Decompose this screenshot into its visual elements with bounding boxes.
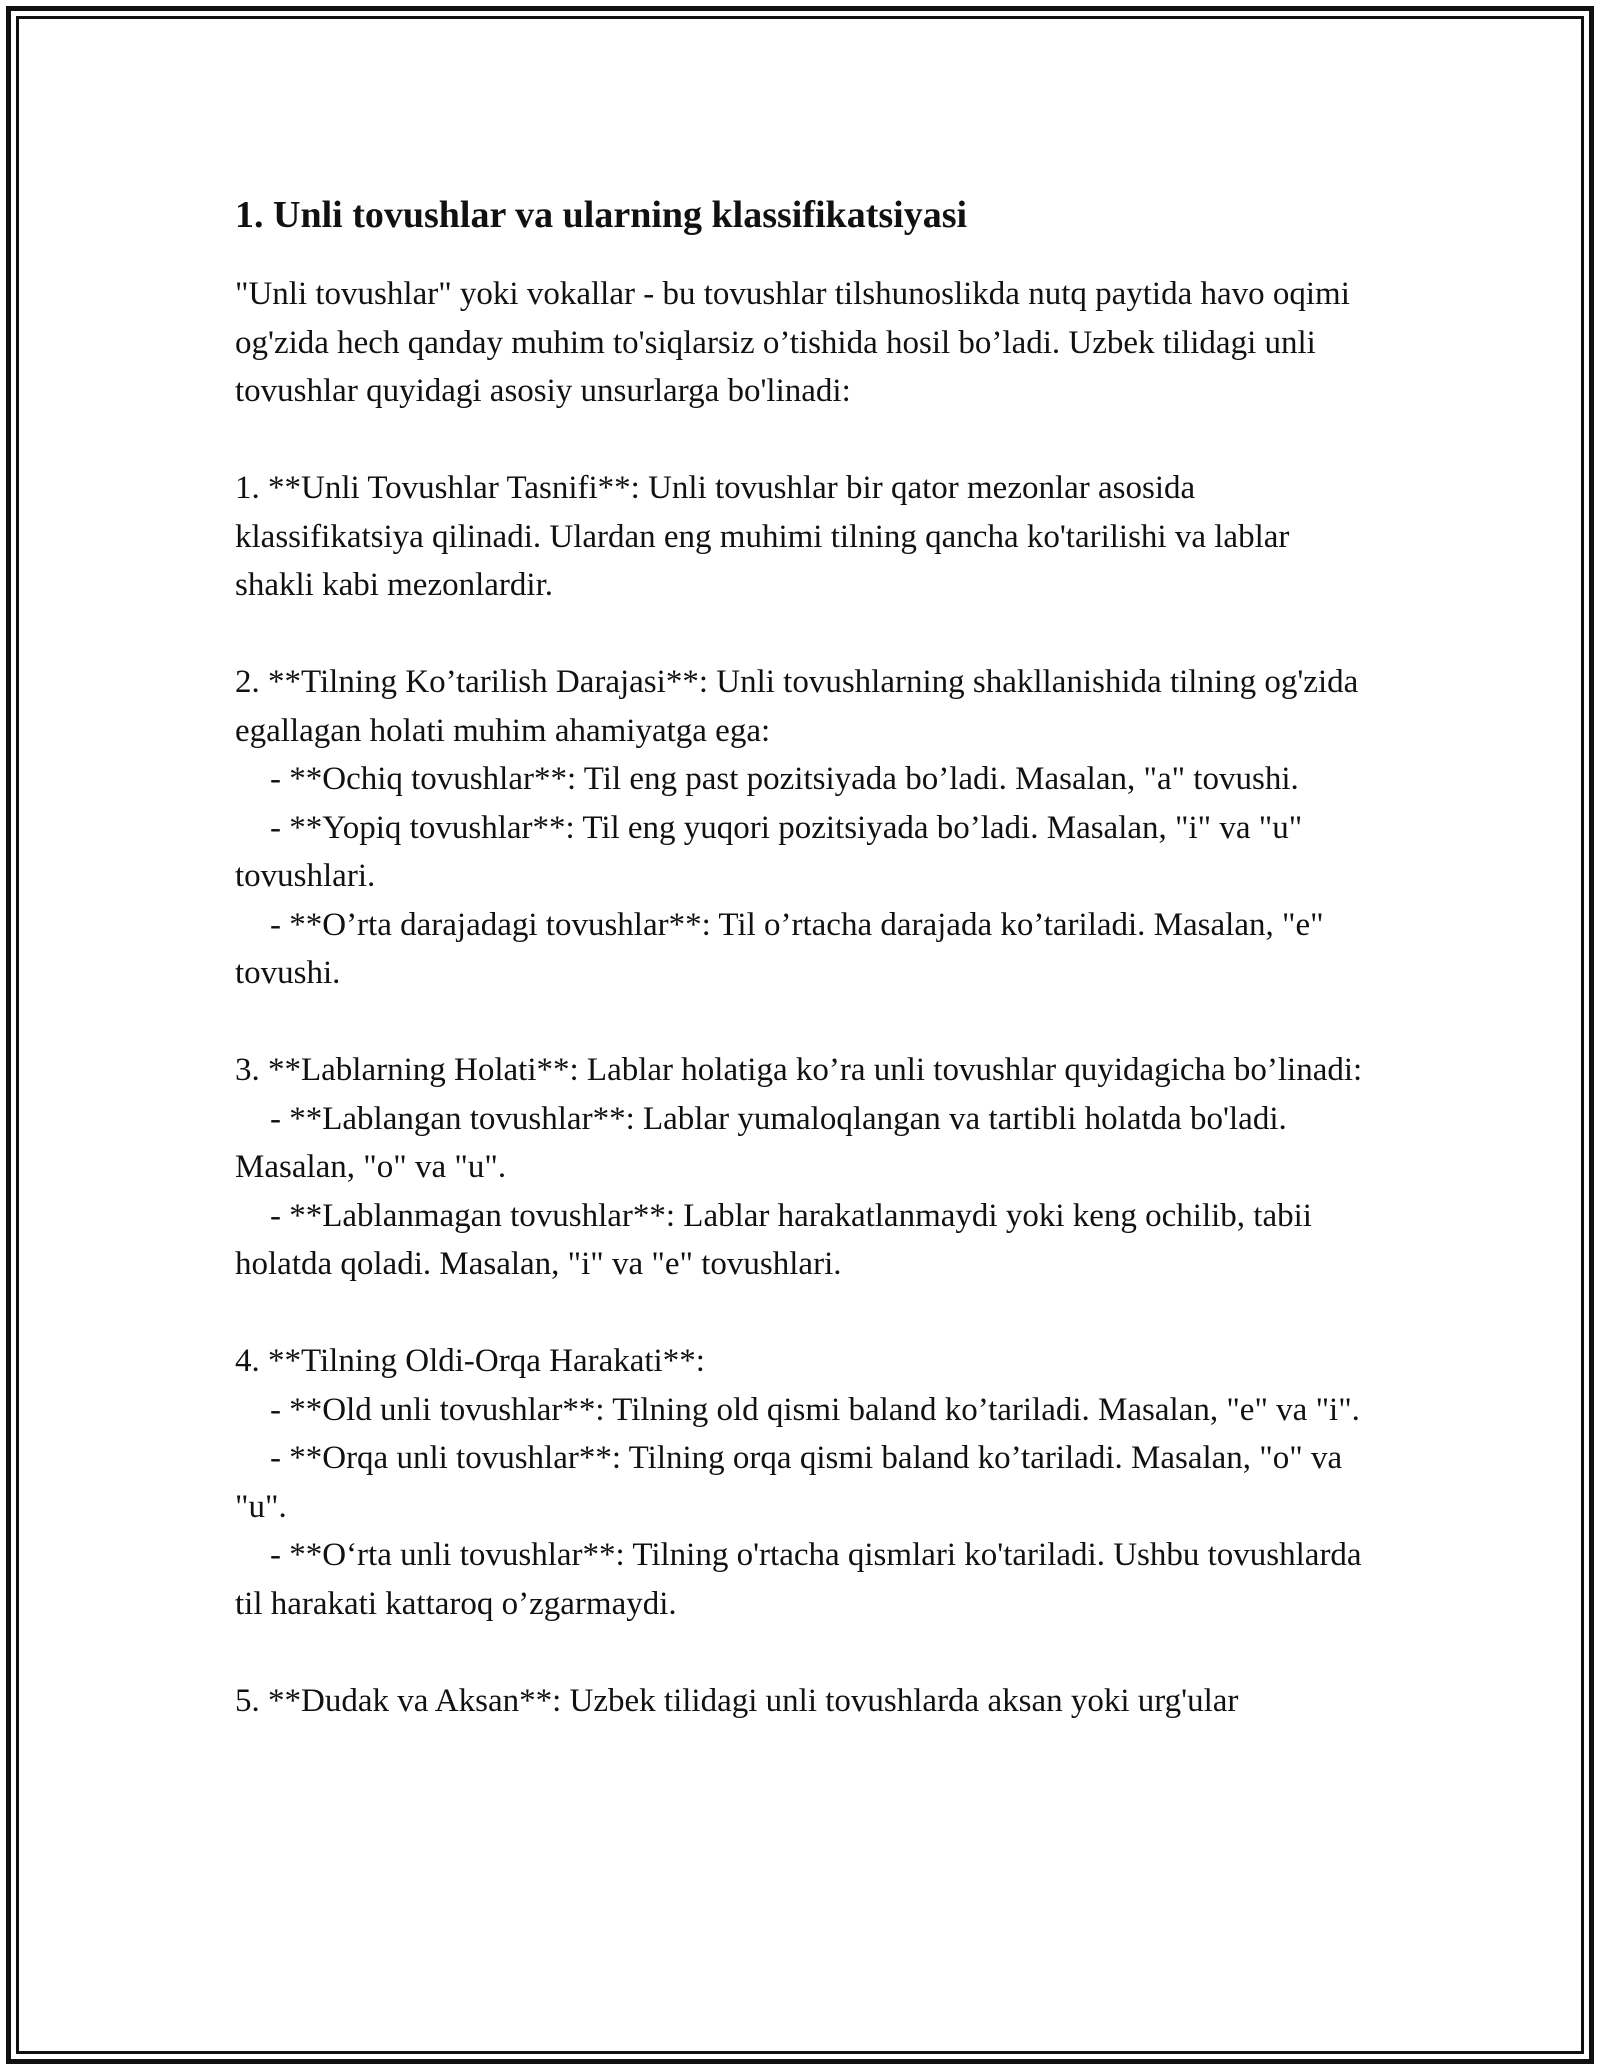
section-2-item [235, 901, 1375, 998]
section-4-heading: 4. **Tilning Oldi-Orqa Harakati**: [235, 1343, 705, 1379]
section-4-item [235, 1531, 1375, 1628]
section-1-paragraph: 1. **Unli Tovushlar Tasnifi**: Unli tovushlar bir qator mezonlar asosida klassifikatsiya qilinadi. Ulardan eng muhimi tilning qancha ko'tarilishi va lablar shakli kabi mezonlardir. [235, 470, 1290, 603]
section-2-item-text: - **O’rta darajadagi tovushlar**: Til o’rtacha darajada ko’tariladi. Masalan, "e" tovushi. [235, 906, 1324, 991]
section-2-item [235, 804, 1375, 901]
paragraph-gap [235, 610, 1375, 659]
document-title: 1. Unli tovushlar va ularning klassifikatsiyasi [235, 194, 968, 236]
document-body [235, 186, 1375, 1725]
paragraph-gap [235, 416, 1375, 465]
intro-paragraph: "Unli tovushlar" yoki vokallar - bu tovushlar tilshunoslikda nutq paytida havo oqimi og'zida hech qanday muhim to'siqlarsiz o’tishida hosil bo’ladi. Uzbek tilidagi unli tovushlar quyidagi asosiy unsurlarga bo'linadi: [235, 276, 1350, 409]
paragraph-gap [235, 998, 1375, 1047]
section-3-item [235, 1192, 1375, 1289]
section-2-heading: 2. **Tilning Ko’tarilish Darajasi**: Unli tovushlarning shakllanishida tilning og'zida egallagan holati muhim ahamiyatga ega: [235, 664, 1359, 749]
section-5-paragraph: 5. **Dudak va Aksan**: Uzbek tilidagi unli tovushlarda aksan yoki urg'ular [235, 1682, 1239, 1719]
paragraph-gap [235, 1628, 1375, 1677]
section-2-item [235, 755, 1375, 804]
section-2-item-text: - **Ochiq tovushlar**: Til eng past pozitsiyada bo’ladi. Masalan, "a" tovushi. [270, 761, 1299, 797]
section-4-item-text: - **Old unli tovushlar**: Tilning old qismi baland ko’tariladi. Masalan, "e" va "i". [270, 1391, 1360, 1428]
section-4-item [235, 1386, 1375, 1435]
section-3-item-text: - **Lablanmagan tovushlar**: Lablar harakatlanmaydi yoki keng ochilib, tabii holatda qoladi. Masalan, "i" va "e" tovushlari. [235, 1197, 1312, 1282]
paragraph-gap [235, 1289, 1375, 1338]
section-4-item [235, 1434, 1375, 1531]
section-2-item-text: - **Yopiq tovushlar**: Til eng yuqori pozitsiyada bo’ladi. Masalan, "i" va "u" tovushlari. [235, 809, 1303, 894]
section-4-item-text: - **Orqa unli tovushlar**: Tilning orqa qismi baland ko’tariladi. Masalan, "o" va "u". [235, 1440, 1343, 1525]
section-3-item [235, 1095, 1375, 1192]
section-3-item-text: - **Lablangan tovushlar**: Lablar yumaloqlangan va tartibli holatda bo'ladi. Masalan, "o" va "u". [235, 1100, 1287, 1185]
section-3-heading: 3. **Lablarning Holati**: Lablar holatiga ko’ra unli tovushlar quyidagicha bo’linadi: [235, 1052, 1363, 1088]
section-4-item-text: - **O‘rta unli tovushlar**: Tilning o'rtacha qismlari ko'tariladi. Ushbu tovushlarda til harakati kattaroq o’zgarmaydi. [235, 1537, 1362, 1622]
